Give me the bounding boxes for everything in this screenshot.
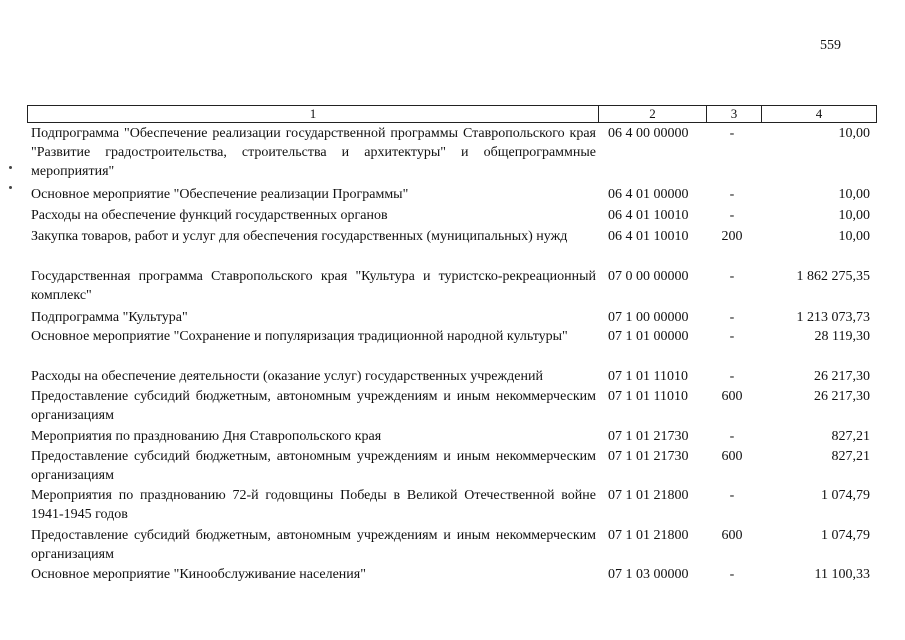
- row-description: Мероприятия по празднованию 72-й годовщины Победы в Великой Отечественной войне 1941-1945 годов: [31, 488, 596, 522]
- table-row: [0, 327, 905, 367]
- row-code: 07 1 03 00000: [608, 567, 689, 582]
- row-code: 06 4 01 10010: [608, 229, 689, 244]
- row-amount: 28 119,30: [814, 329, 870, 344]
- row-amount: 10,00: [838, 208, 870, 223]
- row-code: 07 1 01 21800: [608, 488, 689, 503]
- row-amount: 1 213 073,73: [796, 310, 870, 325]
- row-amount: 827,21: [831, 429, 870, 444]
- row-description: Основное мероприятие "Кинообслуживание населения": [31, 567, 366, 582]
- table-header: [27, 105, 877, 123]
- row-code: 06 4 01 00000: [608, 187, 689, 202]
- row-expense-type: -: [729, 329, 735, 344]
- row-expense-type: 600: [721, 528, 743, 543]
- row-expense-type: -: [729, 488, 735, 503]
- table-row: [0, 387, 905, 427]
- budget-rows: [0, 124, 905, 585]
- row-expense-type: -: [729, 429, 735, 444]
- row-description: Расходы на обеспечение функций государственных органов: [31, 208, 388, 223]
- row-expense-type: -: [729, 208, 735, 223]
- table-row: [0, 427, 905, 447]
- row-expense-type: -: [729, 369, 735, 384]
- page-number: 559: [820, 38, 841, 53]
- row-amount: 26 217,30: [814, 369, 870, 384]
- row-code: 07 1 01 21730: [608, 449, 689, 464]
- row-description: Предоставление субсидий бюджетным, автономным учреждениям и иным некоммерческим организациям: [31, 528, 596, 562]
- header-col-1: 1: [28, 106, 599, 123]
- row-code: 07 0 00 00000: [608, 269, 689, 284]
- row-description: Государственная программа Ставропольского края "Культура и туристско-рекреационный комплекс": [31, 269, 596, 303]
- row-amount: 827,21: [831, 449, 870, 464]
- table-row: [0, 565, 905, 585]
- row-description: Расходы на обеспечение деятельности (оказание услуг) государственных учреждений: [31, 369, 543, 384]
- table-row: [0, 367, 905, 387]
- row-expense-type: -: [729, 269, 735, 284]
- row-amount: 10,00: [838, 187, 870, 202]
- table-row: [0, 267, 905, 308]
- table-row: [0, 227, 905, 267]
- row-amount: 11 100,33: [814, 567, 870, 582]
- table-row: [0, 185, 905, 206]
- table-row: [0, 124, 905, 185]
- row-description: Подпрограмма "Культура": [31, 310, 188, 325]
- row-code: 07 1 01 21800: [608, 528, 689, 543]
- table-row: [0, 447, 905, 486]
- row-description: Предоставление субсидий бюджетным, автономным учреждениям и иным некоммерческим организациям: [31, 449, 596, 483]
- row-amount: 1 862 275,35: [796, 269, 870, 284]
- table-row: [0, 486, 905, 526]
- row-expense-type: -: [729, 187, 735, 202]
- row-amount: 26 217,30: [814, 389, 870, 404]
- row-description: Основное мероприятие "Обеспечение реализации Программы": [31, 187, 409, 202]
- row-code: 07 1 01 11010: [608, 389, 688, 404]
- row-code: 06 4 00 00000: [608, 126, 689, 141]
- header-col-2: 2: [599, 106, 707, 123]
- header-col-3: 3: [707, 106, 762, 123]
- table-row: [0, 308, 905, 327]
- row-expense-type: 200: [721, 229, 743, 244]
- row-amount: 1 074,79: [821, 488, 870, 503]
- row-amount: 10,00: [838, 126, 870, 141]
- row-description: Закупка товаров, работ и услуг для обеспечения государственных (муниципальных) нужд: [31, 229, 568, 244]
- row-code: 07 1 00 00000: [608, 310, 689, 325]
- row-amount: 10,00: [838, 229, 870, 244]
- row-description: Мероприятия по празднованию Дня Ставропольского края: [31, 429, 382, 444]
- header-col-4: 4: [762, 106, 877, 123]
- row-code: 07 1 01 00000: [608, 329, 689, 344]
- row-expense-type: -: [729, 310, 735, 325]
- row-description: Основное мероприятие "Сохранение и популяризация традиционной народной культуры": [31, 329, 568, 344]
- row-code: 06 4 01 10010: [608, 208, 689, 223]
- row-description: Предоставление субсидий бюджетным, автономным учреждениям и иным некоммерческим организациям: [31, 389, 596, 423]
- row-expense-type: -: [729, 567, 735, 582]
- row-description: Подпрограмма "Обеспечение реализации государственной программы Ставропольского края "Развитие градостроительства, строительства и архитектуры" и общепрограммные мероприятия": [31, 126, 596, 179]
- table-row: [0, 206, 905, 227]
- row-code: 07 1 01 21730: [608, 429, 689, 444]
- row-expense-type: 600: [721, 449, 743, 464]
- row-expense-type: -: [729, 126, 735, 141]
- row-expense-type: 600: [721, 389, 743, 404]
- table-row: [0, 526, 905, 565]
- row-amount: 1 074,79: [821, 528, 870, 543]
- row-code: 07 1 01 11010: [608, 369, 688, 384]
